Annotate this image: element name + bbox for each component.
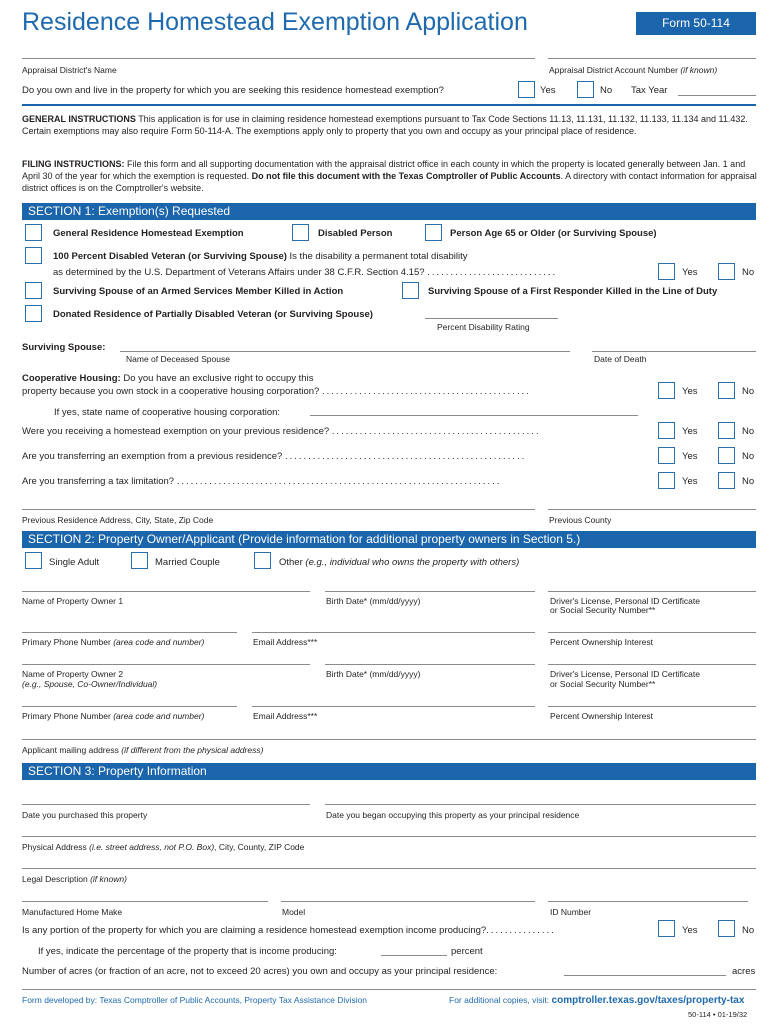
percent-rating-label: Percent Disability Rating (437, 322, 530, 332)
coop-housing-question: Cooperative Housing: Do you have an exclusive right to occupy this (22, 373, 314, 384)
acres-field[interactable] (564, 975, 726, 976)
disabled-veteran-checkbox[interactable] (25, 247, 42, 264)
coop-yes-checkbox[interactable] (658, 382, 675, 399)
owner2-id-field[interactable] (548, 664, 756, 665)
owner1-phone-label: Primary Phone Number (area code and number) (22, 637, 205, 647)
transfer-yes-label: Yes (682, 451, 698, 462)
section3-header: SECTION 3: Property Information (22, 763, 756, 780)
income-percentage-label: If yes, indicate the percentage of the property that is income producing: (38, 946, 337, 957)
transfer-exemption-question: Are you transferring an exemption from a previous residence? .................................................... (22, 451, 527, 462)
coop-name-field[interactable] (310, 415, 638, 416)
tax-year-field[interactable] (678, 95, 756, 96)
owner1-percent-label: Percent Ownership Interest (550, 637, 653, 647)
owner2-email-label: Email Address*** (253, 711, 318, 721)
account-number-field[interactable] (548, 58, 756, 59)
own-live-question: Do you own and live in the property for which you are seeking this residence homestead exemption? (22, 85, 444, 96)
owner2-email-field[interactable] (252, 706, 535, 707)
acres-word: acres (732, 966, 756, 977)
owner1-percent-field[interactable] (548, 632, 756, 633)
tax-limit-yes-checkbox[interactable] (658, 472, 675, 489)
purchase-date-field[interactable] (22, 804, 310, 805)
armed-services-label: Surviving Spouse of an Armed Services Member Killed in Action (53, 286, 344, 297)
veteran-yes-checkbox[interactable] (658, 263, 675, 280)
surviving-spouse-label: Surviving Spouse: (22, 342, 106, 353)
previous-address-label: Previous Residence Address, City, State, Zip Code (22, 515, 214, 525)
first-responder-label: Surviving Spouse of a First Responder Killed in the Line of Duty (428, 286, 718, 297)
occupy-date-label: Date you began occupying this property as your principal residence (326, 810, 580, 820)
owner1-birth-field[interactable] (325, 591, 535, 592)
home-model-label: Model (282, 907, 306, 917)
owner1-name-field[interactable] (22, 591, 310, 592)
owner2-name-label: Name of Property Owner 2 (22, 669, 124, 679)
owner2-birth-field[interactable] (325, 664, 535, 665)
donated-residence-label: Donated Residence of Partially Disabled Veteran (or Surviving Spouse) (53, 309, 373, 320)
home-id-label: ID Number (550, 907, 592, 917)
single-adult-label: Single Adult (49, 557, 100, 568)
veteran-no-checkbox[interactable] (718, 263, 735, 280)
disabled-person-checkbox[interactable] (292, 224, 309, 241)
transfer-yes-checkbox[interactable] (658, 447, 675, 464)
owner1-email-label: Email Address*** (253, 637, 318, 647)
form-number-badge: Form 50-114 (636, 12, 756, 35)
owner2-name-field[interactable] (22, 664, 310, 665)
physical-address-label: Physical Address (i.e. street address, not P.O. Box), City, County, ZIP Code (22, 842, 305, 852)
previous-yes-label: Yes (682, 426, 698, 437)
transfer-no-label: No (742, 451, 755, 462)
own-live-no-checkbox[interactable] (577, 81, 594, 98)
owner1-id-field[interactable] (548, 591, 756, 592)
footer-divider (22, 989, 756, 990)
form-title: Residence Homestead Exemption Application (22, 8, 528, 36)
footer-copies: For additional copies, visit: comptroller.texas.gov/taxes/property-tax (449, 995, 745, 1006)
first-responder-checkbox[interactable] (402, 282, 419, 299)
date-of-death-field[interactable] (592, 351, 756, 352)
coop-yes-label: Yes (682, 386, 698, 397)
owner2-name-note: (e.g., Spouse, Co-Owner/Individual) (22, 679, 158, 689)
acres-question: Number of acres (or fraction of an acre, not to exceed 20 acres) you own and occupy as your principal residence: (22, 966, 498, 977)
coop-housing-line2: property because you own stock in a cooperative housing corporation? ............................................. (22, 386, 531, 397)
general-exemption-checkbox[interactable] (25, 224, 42, 241)
purchase-date-label: Date you purchased this property (22, 810, 148, 820)
legal-description-field[interactable] (22, 868, 756, 869)
home-id-field[interactable] (548, 901, 748, 902)
percent-rating-field[interactable] (425, 318, 558, 319)
home-make-label: Manufactured Home Make (22, 907, 123, 917)
owner1-phone-field[interactable] (22, 632, 237, 633)
disabled-veteran-line2: as determined by the U.S. Department of Veterans Affairs under 38 C.F.R. Section 4.15? ............................ (53, 267, 558, 278)
income-no-checkbox[interactable] (718, 920, 735, 937)
married-couple-checkbox[interactable] (131, 552, 148, 569)
footer-code: 50-114 • 01-19/32 (688, 1010, 748, 1019)
legal-description-label: Legal Description (if known) (22, 874, 127, 884)
previous-county-label: Previous County (549, 515, 612, 525)
section1-header: SECTION 1: Exemption(s) Requested (22, 203, 756, 220)
deceased-spouse-label: Name of Deceased Spouse (126, 354, 230, 364)
disabled-veteran-label: 100 Percent Disabled Veteran (or Surviving Spouse) Is the disability a permanent total disability (53, 251, 468, 262)
tax-limit-no-checkbox[interactable] (718, 472, 735, 489)
appraisal-district-name-label: Appraisal District's Name (22, 65, 117, 75)
armed-services-checkbox[interactable] (25, 282, 42, 299)
owner2-id-label-2: or Social Security Number** (550, 679, 656, 689)
owner1-id-label: Driver's License, Personal ID Certificate (550, 596, 700, 606)
coop-name-label: If yes, state name of cooperative housing corporation: (54, 407, 281, 418)
mailing-address-field[interactable] (22, 739, 756, 740)
previous-no-checkbox[interactable] (718, 422, 735, 439)
own-live-yes-checkbox[interactable] (518, 81, 535, 98)
header-divider (22, 104, 756, 106)
section2-header: SECTION 2: Property Owner/Applicant (Provide information for additional property owners in Section 5.) (22, 531, 756, 548)
donated-residence-checkbox[interactable] (25, 305, 42, 322)
general-exemption-label: General Residence Homestead Exemption (53, 228, 244, 239)
date-of-death-label: Date of Death (594, 354, 647, 364)
own-live-no-label: No (600, 85, 613, 96)
footer-developed: Form developed by: Texas Comptroller of Public Accounts, Property Tax Assistance Division (22, 995, 368, 1005)
footer-url[interactable]: comptroller.texas.gov/taxes/property-tax (551, 995, 745, 1006)
income-percentage-field[interactable] (381, 955, 447, 956)
age65-label: Person Age 65 or Older (or Surviving Spouse) (450, 228, 657, 239)
previous-county-field[interactable] (548, 509, 756, 510)
owner1-birth-label: Birth Date* (mm/dd/yyyy) (326, 596, 421, 606)
percent-word: percent (451, 946, 483, 957)
owner2-phone-label: Primary Phone Number (area code and number) (22, 711, 205, 721)
own-live-yes-label: Yes (540, 85, 556, 96)
owner1-name-label: Name of Property Owner 1 (22, 596, 124, 606)
income-no-label: No (742, 925, 755, 936)
tax-year-label: Tax Year (631, 85, 668, 96)
married-couple-label: Married Couple (155, 557, 220, 568)
owner2-birth-label: Birth Date* (mm/dd/yyyy) (326, 669, 421, 679)
income-yes-label: Yes (682, 925, 698, 936)
mailing-address-label: Applicant mailing address (if different from the physical address) (22, 745, 264, 755)
owner1-email-field[interactable] (252, 632, 535, 633)
transfer-no-checkbox[interactable] (718, 447, 735, 464)
disabled-person-label: Disabled Person (318, 228, 393, 239)
single-adult-checkbox[interactable] (25, 552, 42, 569)
occupy-date-field[interactable] (325, 804, 756, 805)
owner2-phone-field[interactable] (22, 706, 237, 707)
owner2-percent-label: Percent Ownership Interest (550, 711, 653, 721)
owner2-id-label: Driver's License, Personal ID Certificate (550, 669, 700, 679)
other-checkbox[interactable] (254, 552, 271, 569)
tax-limit-question: Are you transferring a tax limitation? ...................................................................... (22, 476, 502, 487)
owner2-percent-field[interactable] (548, 706, 756, 707)
filing-instructions: FILING INSTRUCTIONS: File this form and all supporting documentation with the appraisal district office in each county in which the property is located generally between Jan. 1 and April 30 of the year for which the exemption is requested. Do not file this document with the Texas Comptroller of Public Accounts. A directory with contact information for appraisal district offices is on the Comptroller's website. (22, 159, 757, 193)
home-model-field[interactable] (281, 901, 535, 902)
home-make-field[interactable] (22, 901, 268, 902)
owner1-id-label-2: or Social Security Number** (550, 605, 656, 615)
income-producing-question: Is any portion of the property for which you are claiming a residence homestead exemption income producing?............... (22, 925, 556, 936)
deceased-spouse-field[interactable] (120, 351, 570, 352)
coop-no-checkbox[interactable] (718, 382, 735, 399)
previous-address-field[interactable] (22, 509, 535, 510)
veteran-yes-label: Yes (682, 267, 698, 278)
general-instructions: GENERAL INSTRUCTIONS This application is for use in claiming residence homestead exemptions pursuant to Tax Code Sections 11.13, 11.131, 11.132, 11.133, 11.134 and 11.432. Certain exemptions may also require Form 50-114-A. The exemptions apply only to property that you own and occupy as your principal place of residence. (22, 114, 748, 136)
physical-address-field[interactable] (22, 836, 756, 837)
veteran-no-label: No (742, 267, 755, 278)
account-number-label: Appraisal District Account Number (if known) (549, 65, 718, 75)
coop-no-label: No (742, 386, 755, 397)
previous-no-label: No (742, 426, 755, 437)
appraisal-district-name-field[interactable] (22, 58, 535, 59)
other-label: Other (e.g., individual who owns the property with others) (279, 557, 520, 568)
income-yes-checkbox[interactable] (658, 920, 675, 937)
tax-limit-yes-label: Yes (682, 476, 698, 487)
age65-checkbox[interactable] (425, 224, 442, 241)
previous-exemption-question: Were you receiving a homestead exemption on your previous residence? ............................................. (22, 426, 541, 437)
previous-yes-checkbox[interactable] (658, 422, 675, 439)
tax-limit-no-label: No (742, 476, 755, 487)
